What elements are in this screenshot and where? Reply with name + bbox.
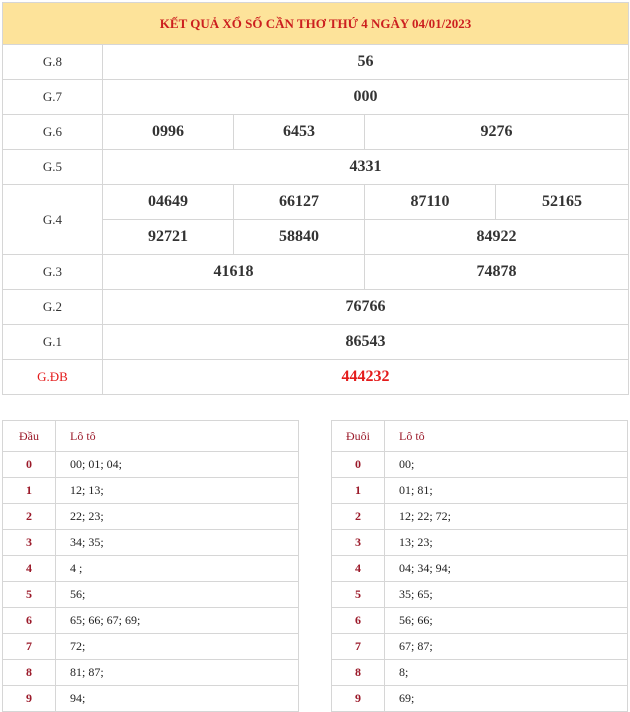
loto-values: 56; 66;: [385, 608, 628, 634]
loto-head-table: [2, 420, 299, 712]
loto-key: 8: [332, 660, 385, 686]
loto-row: [332, 660, 628, 686]
loto-key: 4: [3, 556, 56, 582]
prize-number: 0996: [103, 115, 234, 150]
loto-row: [3, 556, 299, 582]
loto-key: 1: [332, 478, 385, 504]
prize-number: 9276: [365, 115, 629, 150]
loto-header-key: Đầu: [3, 421, 56, 452]
loto-key: 9: [3, 686, 56, 712]
prize-row-g6: [3, 115, 629, 150]
loto-row: [3, 660, 299, 686]
results-title: KẾT QUẢ XỔ SỐ CẦN THƠ THỨ 4 NGÀY 04/01/2023: [3, 3, 629, 45]
loto-key: 5: [3, 582, 56, 608]
lottery-results-table: [2, 2, 629, 395]
loto-header-value: Lô tô: [56, 421, 299, 452]
loto-row: [332, 478, 628, 504]
loto-key: 7: [3, 634, 56, 660]
prize-number: 58840: [234, 220, 365, 255]
loto-key: 2: [332, 504, 385, 530]
loto-row: [332, 504, 628, 530]
loto-values: 34; 35;: [56, 530, 299, 556]
loto-values: 81; 87;: [56, 660, 299, 686]
prize-row-g1: [3, 325, 629, 360]
prize-row-g2: [3, 290, 629, 325]
prize-label: G.8: [3, 45, 103, 80]
loto-row: [3, 452, 299, 478]
prize-label: G.3: [3, 255, 103, 290]
prize-number: 86543: [103, 325, 629, 360]
loto-row: [332, 634, 628, 660]
loto-values: 13; 23;: [385, 530, 628, 556]
loto-row: [332, 686, 628, 712]
loto-row: [3, 582, 299, 608]
loto-key: 3: [3, 530, 56, 556]
prize-row-g3: [3, 255, 629, 290]
loto-row: [332, 530, 628, 556]
prize-label: G.6: [3, 115, 103, 150]
loto-values: 69;: [385, 686, 628, 712]
loto-values: 72;: [56, 634, 299, 660]
loto-values: 94;: [56, 686, 299, 712]
prize-number: 04649: [103, 185, 234, 220]
loto-key: 6: [3, 608, 56, 634]
prize-row-g4: [3, 185, 629, 220]
prize-number: 56: [103, 45, 629, 80]
prize-number: 76766: [103, 290, 629, 325]
loto-key: 6: [332, 608, 385, 634]
prize-number: 41618: [103, 255, 365, 290]
prize-row-g8: [3, 45, 629, 80]
loto-row: [3, 478, 299, 504]
prize-label: G.5: [3, 150, 103, 185]
prize-row-g7: [3, 80, 629, 115]
special-prize-number: 444232: [103, 360, 629, 395]
loto-row: [332, 582, 628, 608]
prize-label: G.1: [3, 325, 103, 360]
loto-values: 00; 01; 04;: [56, 452, 299, 478]
prize-row-special: [3, 360, 629, 395]
loto-key: 3: [332, 530, 385, 556]
loto-key: 2: [3, 504, 56, 530]
loto-header-key: Đuôi: [332, 421, 385, 452]
loto-row: [332, 556, 628, 582]
loto-values: 01; 81;: [385, 478, 628, 504]
loto-key: 5: [332, 582, 385, 608]
loto-values: 65; 66; 67; 69;: [56, 608, 299, 634]
prize-number: 52165: [496, 185, 629, 220]
loto-row: [332, 452, 628, 478]
loto-values: 4 ;: [56, 556, 299, 582]
prize-label: G.7: [3, 80, 103, 115]
loto-key: 9: [332, 686, 385, 712]
prize-number: 000: [103, 80, 629, 115]
loto-values: 12; 13;: [56, 478, 299, 504]
prize-label: G.4: [3, 185, 103, 255]
prize-number: 84922: [365, 220, 629, 255]
loto-values: 56;: [56, 582, 299, 608]
prize-number: 74878: [365, 255, 629, 290]
loto-row: [3, 686, 299, 712]
loto-values: 04; 34; 94;: [385, 556, 628, 582]
prize-label: G.2: [3, 290, 103, 325]
loto-key: 4: [332, 556, 385, 582]
loto-header-value: Lô tô: [385, 421, 628, 452]
loto-row: [332, 608, 628, 634]
prize-number: 87110: [365, 185, 496, 220]
loto-row: [3, 530, 299, 556]
loto-values: 22; 23;: [56, 504, 299, 530]
loto-key: 0: [3, 452, 56, 478]
loto-values: 8;: [385, 660, 628, 686]
prize-number: 92721: [103, 220, 234, 255]
loto-row: [3, 608, 299, 634]
loto-row: [3, 634, 299, 660]
special-prize-label: G.ĐB: [3, 360, 103, 395]
loto-key: 0: [332, 452, 385, 478]
loto-values: 00;: [385, 452, 628, 478]
loto-key: 7: [332, 634, 385, 660]
loto-values: 12; 22; 72;: [385, 504, 628, 530]
loto-values: 67; 87;: [385, 634, 628, 660]
loto-values: 35; 65;: [385, 582, 628, 608]
loto-key: 8: [3, 660, 56, 686]
prize-number: 66127: [234, 185, 365, 220]
loto-row: [3, 504, 299, 530]
prize-number: 4331: [103, 150, 629, 185]
prize-number: 6453: [234, 115, 365, 150]
loto-key: 1: [3, 478, 56, 504]
prize-row-g5: [3, 150, 629, 185]
loto-tail-table: [331, 420, 628, 712]
